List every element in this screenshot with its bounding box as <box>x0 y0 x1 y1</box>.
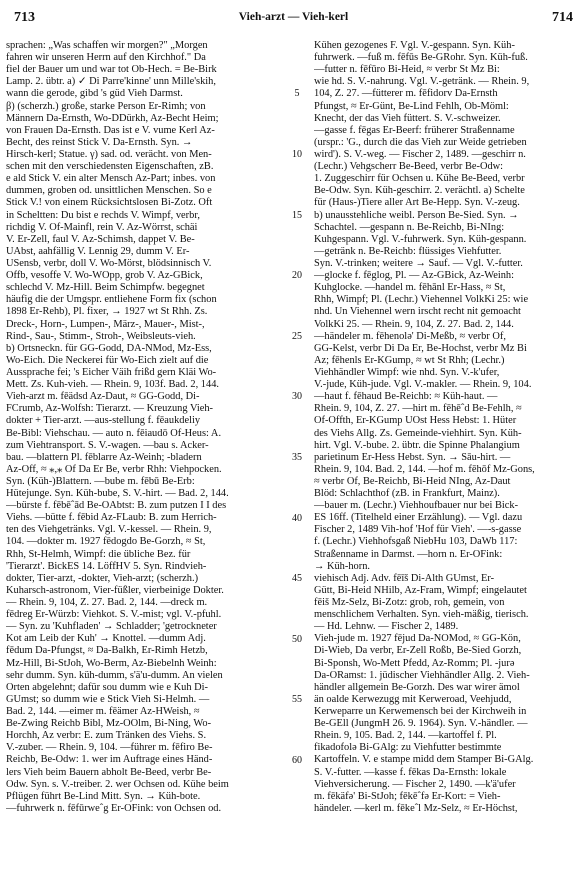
text-line: Lamp. 2. übtr. a) ✓ Di Parre'kinne' unn Mille'skih, <box>6 76 216 88</box>
text-line: b) unausstehliche weibl. Person Be-Sied. Syn. → <box>314 209 519 221</box>
text-line: b) Ortsneckn. für GG-Godd, DA-NMod, Mz-Ess, <box>6 342 212 354</box>
text-line: händler allgemein Be-Gorzh. Des war wirer ämol <box>314 681 520 693</box>
text-line: Az-Off, ≈ ⁎,⁎ Of Da Er Be, verbr Rhh: Viehpocken. <box>6 463 222 475</box>
text-line: wann die gerode, gibd 's güd Vieh Darmst. <box>6 88 183 100</box>
line-number: 50 <box>292 633 302 645</box>
text-line: V. Er-Zell, faul V. Az-Schimsh, dappet V. Be- <box>6 233 195 245</box>
text-line: Di-Wieb, Da verbr, Er-Zell Roßb, Be-Sied Gorzh, <box>314 645 522 657</box>
text-line: Fischer 2, 1489 Vih-hof 'Hof für Vieh'. —-s-gasse <box>314 524 522 536</box>
text-line: —händeler m. fēhenolə' Di-Meßb, ≈ verbr Of, <box>314 330 506 342</box>
text-line: FCrumb, Az-Wolfsh: Tierarzt. — Kreuzung Vieh- <box>6 403 213 415</box>
text-line: S. V.-futter. —kasse f. fēkas Da-Ernsth: lokale <box>314 766 507 778</box>
text-line: e ald Stick V. ein alter Mensch Az-Part; inbes. von <box>6 173 216 185</box>
text-line: Mz-Hill, Bi-StJoh, Wo-Berm, Az-Biebelnh Weinh: <box>6 657 217 669</box>
text-line: Kühen gezogenes F. Vgl. V.-gespann. Syn. Küh- <box>314 40 515 51</box>
text-line: f. (Lechr.) Viehhofsgaß NiebHu 103, DaWb 117: <box>314 536 518 548</box>
line-number: 45 <box>292 573 302 585</box>
text-line: än oalde Kerwezugg mit Kerweroad, Veehjudd, <box>314 693 512 705</box>
text-line: Horchh, Az verbr: E. zum Tränken des Viehs. S. <box>6 730 207 742</box>
text-line: lers Vieh beim Bauern abholt Be-Beed, verbr Be- <box>6 766 212 778</box>
text-line: Knecht, der das Vieh füttert. S. V.-schweizer. <box>314 112 501 124</box>
text-line: wird'). S. V.-weg. — Fischer 2, 1489. —geschirr n. <box>314 148 526 160</box>
text-line: Gütt, Bi-Heid NHilb, Az-Fram, Wimpf; eingelautet <box>314 584 527 596</box>
text-line: ES 16ff. (Titelheld einer Erzählung). — Vgl. dazu <box>314 512 523 524</box>
text-line: UAbst, aahfällig V. Lennig 29, dumm V. Er- <box>6 245 190 257</box>
text-line: ten des Viehgetränks. Vgl. V.-kessel. — Rhein. 9, <box>6 524 212 536</box>
text-line: fēdreg Er-Würzb: Viehkot. S. V.-mist; vgl. V.-pfuhl. <box>6 609 222 621</box>
text-line: menschlichem Verhalten. Syn. vieh-mäßig, tierisch. <box>314 609 529 621</box>
text-line: V.-jude, Küh-jude. Vgl. V.-makler. — Rhein. 9, 104. <box>314 379 532 391</box>
text-line: Be-GEll (JungmH 26. 9. 1964). Syn. V.-händler. — <box>314 718 528 730</box>
text-line: Straßenname in Darmst. —horn n. Er-OFink: <box>314 548 503 560</box>
text-line: viehisch Adj. Adv. fēīš Di-Alth GUmst, Er- <box>314 572 495 584</box>
line-number: 20 <box>292 270 302 282</box>
text-line: Vieh-jude m. 1927 fējud Da-NOMod, ≈ GG-Kön, <box>314 633 521 645</box>
text-line: sprachen: „Was schaffen wir morgen?" „Morgen <box>6 40 208 51</box>
text-line: GG-Kelst, verbr Di Da Er, Be-Hochst, verbr Mz Bi <box>314 342 527 354</box>
text-line: Be-Bibl: Viehschau. — auto n. fēiaudō Of-Heus: A. <box>6 427 222 439</box>
text-line: sehr dumm. Syn. küh-dumm, s'ä'u-dumm. An vielen <box>6 669 223 681</box>
text-line: Stick V.! von einem Rücksichtslosen Bi-Zotz. Oft <box>6 197 213 209</box>
text-line: — Syn. zu 'Kuhfladen' → Schladder; 'getrockneter <box>6 621 217 633</box>
text-line: von Frauen Da-Ernsth. Das ist e V. vume Kerl Az- <box>6 124 215 136</box>
text-line: Orten abgelehnt; dafür sou dumm wie e Kuh Di- <box>6 681 208 693</box>
left-column <box>6 40 278 815</box>
text-line: Kuhglocke. —handel m. fēhānl Er-Hass, ≈ St, <box>314 282 506 294</box>
line-number: 25 <box>292 330 302 342</box>
text-line: Kuharsch-astronom, Vier-füßler, vierbeinige Dokter. <box>6 584 224 596</box>
text-line: —bürste f. fēbēˆād Be-OAbtst: B. zum putzen I I des <box>6 500 227 512</box>
text-line: Pfungst, ≈ Er-Günt, Be-Lind Fehlh, Ob-Möml: <box>314 100 509 112</box>
text-line: (urspr.: 'G., durch die das Vieh zur Weide getrieben <box>314 136 527 148</box>
text-line: Odw. Syn. s. V.-treiber. 2. wer Ochsen od. Kühe beim <box>6 778 229 790</box>
line-number: 60 <box>292 755 302 767</box>
text-line: Of-Offth, Er-KGump UOst Hess Hebst: 1. Hüter <box>314 415 517 427</box>
text-line: Reichb, Be-Odw: 1. wer im Auftrage eines Händ- <box>6 754 213 766</box>
text-line: schen mit den verschiedensten Eigenschaften, zB. <box>6 161 214 173</box>
text-line: —fuhrwerk n. fēfūrweˆg Er-OFink: von Ochsen od. <box>6 802 222 814</box>
text-line: GUmst; so dumm wie e Stick Vieh Si-Helmh. — <box>6 693 210 705</box>
text-line: Rhein. 9, 105. Bad. 2, 144. —kartoffel f. Pl. <box>314 730 497 742</box>
line-number-gutter <box>284 40 310 860</box>
text-line: schlechd V. Mz-Hill. Beim Schimpfw. begegnet <box>6 282 205 294</box>
text-line: Vieh-arzt m. fēädsd Az-Daut, ≈ GG-Godd, Di- <box>6 391 200 403</box>
text-line: 104. —dokter m. 1927 fēdogdo Be-Gorzh, ≈ St, <box>6 536 206 548</box>
text-line: in Scheltten: Du bist e rechds V. Wimpf, verbr, <box>6 209 200 221</box>
text-line: Männern Da-Ernsth, Wo-DDürkh, Az-Becht Heim; <box>6 112 219 124</box>
text-line: β) (scherzh.) große, starke Person Er-Rimh; von <box>6 100 206 112</box>
text-line: Viehhändler Wimpf: wie nhd. Syn. V.-k'ufer, <box>314 366 500 378</box>
text-line: VolkKi 25. — Rhein. 9, 104, Z. 27. Bad. 2, 144. <box>314 318 514 330</box>
text-line: fahren wir unseren Herrn auf den Kirchhof." Da <box>6 52 206 64</box>
text-line: dokter + Tier-arzt. —aus-stellung f. fēaukdeliy <box>6 415 201 427</box>
text-line: Viehs. —bütte f. fēbid Az-FLaub: B. zum Herrich- <box>6 512 217 524</box>
text-line: Viehversicherung. — Fischer 2, 1490. —k'ä'ufer <box>314 778 516 790</box>
text-line: (Lechr.) Vehgscherr Be-Beed, verbr Be-Odw: <box>314 161 504 173</box>
text-line: Bi-Sponsh, Wo-Mett Pfedd, Az-Romm; Pl. -jurə <box>314 657 515 669</box>
page-number-left: 713 <box>14 10 35 25</box>
text-line: Pflügen führt Be-Lind Mitt. Syn. → Küh-bote. <box>6 790 201 802</box>
text-line: Aussprache fei; 's Eicher Väih frißd gern Kläi Wo- <box>6 366 217 378</box>
text-line: Bad. 2, 144. —eimer m. fēämer Az-HWeish, ≈ <box>6 706 200 718</box>
running-title: Vieh-arzt — Vieh-kerl <box>238 11 349 23</box>
line-number: 40 <box>292 512 302 524</box>
text-line: Be-Zwing Reichb Bibl, Mz-OOlm, Bi-Ning, Wo- <box>6 718 212 730</box>
line-number: 30 <box>292 391 302 403</box>
text-line: 'Tierarzt'. BickES 14. LöffHV 5. Syn. Rindvieh- <box>6 560 207 572</box>
text-line: — Rhein. 9, 104, Z. 27. Bad. 2, 144. —dreck m. <box>6 597 208 609</box>
text-line: Schachtel. —gespann n. Be-Reichb, Bi-NIng: <box>314 221 505 233</box>
line-number: 15 <box>292 209 302 221</box>
text-line: —haut f. fēhaud Be-Reichb: ≈ Küh-haut. — <box>314 391 498 403</box>
text-line: dokter, Tier-arzt, -dokter, Vieh-arzt; (scherzh.) <box>6 572 199 584</box>
text-line: 104, Z. 27. —fütterer m. fēfidorv Da-Ernsth <box>314 88 498 100</box>
text-line: zum Viehtransport. S. V.-wagen. —bau s. Acker- <box>6 439 209 451</box>
text-line: fuhrwerk. —fuß m. fēfūs Be-GRohr. Syn. Küh-fuß. <box>314 52 528 64</box>
text-line: Kot am Leib der Kuh' → Knottel. —dumm Adj. <box>6 633 206 645</box>
line-number: 5 <box>294 88 300 100</box>
text-line: Kerweparre un Kerwemensch bei der Kirchweih in <box>314 706 527 718</box>
text-line: für (Haus-)Tiere aller Art Be-Hepp. Syn. V.-zeug. <box>314 197 520 209</box>
text-line: wie hd. S. V.-nahrung. Vgl. V.-getränk. — Rhein. 9, <box>314 76 530 88</box>
text-line: Syn. (Küh-)Blattern. —bube m. fēbū Be-Erb: <box>6 475 195 487</box>
text-line: des Viehs Allg. Zs. Gemeinde-viehhirt. Syn. Küh- <box>314 427 522 439</box>
text-line: Wo-Eich. Die Neckerei für Wo-Eich zielt auf die <box>6 354 209 366</box>
text-line: Offb, vesoffe V. Wo-WOpp, grob V. Az-GBick, <box>6 270 203 282</box>
text-line: → Küh-horn. <box>314 560 370 572</box>
text-line: fikadofolə Bi-GAlg: zu Viehfutter bestimmte <box>314 742 502 754</box>
text-line: —glocke f. fēglog, Pl. — Az-GBick, Az-Weinh: <box>314 270 515 282</box>
text-line: fēdum Da-Pfungst, ≈ Da-Balkh, Er-Rimh Hetzb, <box>6 645 208 657</box>
text-line: Hirsch-kerl; Statue. γ) sad. od. verächt. von Men- <box>6 148 212 160</box>
line-number: 10 <box>292 149 302 161</box>
text-line: richdig V. Of-Mainfl, rein V. Az-Wörrst, schäi <box>6 221 198 233</box>
text-line: Be-Odw. Syn. Küh-geschirr. 2. verächtl. a) Schelte <box>314 185 525 197</box>
text-line: hirt. Vgl. V.-bube. 2. übtr. die Spinne Phalangium <box>314 439 520 451</box>
text-line: häufig die der Umgspr. entliehene Form fix (schon <box>6 294 217 306</box>
text-line: 1898 Er-Rehb), Pl. fixer, → 1927 wt St Rhh. Zs. <box>6 306 208 318</box>
text-line: fēiš Mz-Selz, Bi-Zotz: grob, roh, gemein, von <box>314 597 505 609</box>
text-line: Hütejunge. Syn. Küh-bube, S. V.-hirt. — Bad. 2, 144. <box>6 488 229 500</box>
text-line: — Hd. Lehnw. — Fischer 2, 1489. <box>314 621 459 633</box>
page-header <box>14 6 573 28</box>
text-line: parietinum Er-Hess Hebst. Syn. → Sāu-hirt. — <box>314 451 511 463</box>
text-line: Rhein. 9, 104. Bad. 2, 144. —hof m. fēhōf Mz-Gons, <box>314 463 535 475</box>
text-line: Blöd: Schlachthof (zB. in Frankfurt, Mainz). <box>314 488 500 500</box>
text-line: fiel der Bauer um und war tot Ob-Hech. = Be-Birk <box>6 64 217 76</box>
text-line: Rhein. 9, 104, Z. 27. —hirt m. fēhēˆd Be-Fehlh, ≈ <box>314 403 522 415</box>
text-line: —bauer m. (Lechr.) Viehhoufbauer nur bei Bick- <box>314 500 519 512</box>
text-line: Rhh, Wimpf; Pl. (Lechr.) Viehennel VolkKi 25: wie <box>314 294 529 306</box>
text-line: dummen, groben od. unsittlichen Menschen. So e <box>6 185 212 197</box>
text-line: —getränk n. Be-Reichb: flüssiges Viehfutter. <box>314 245 502 257</box>
text-line: Rhh, St-Helmh, Wimpf: die übliche Bez. für <box>6 548 191 560</box>
text-line: USensb, verbr, doll V. Wo-Mörst, blödsinnisch V. <box>6 257 212 269</box>
page-number-right: 714 <box>552 10 573 25</box>
text-line: Kartoffeln. V. e stampe midd dem Stamper Bi-GAlg. <box>314 754 534 766</box>
text-line: —futter n. fēfūro Bi-Heid, ≈ verbr St Mz Bi: <box>314 64 500 76</box>
text-line: —gasse f. fēgas Er-Beerf: früherer Straßenname <box>314 124 515 136</box>
text-line: Dreck-, Horn-, Lumpen-, März-, Mauer-, Mist-, <box>6 318 205 330</box>
text-line: V.-zuber. — Rhein. 9, 104. —führer m. fēfiro Be- <box>6 742 213 754</box>
line-number: 35 <box>292 452 302 464</box>
text-line: Syn. V.-trinken; weitere → Sauf. — Vgl. V.-futter. <box>314 257 523 269</box>
text-line: bau. —blattern Pl. fēblarre Az-Weinh; -bladern <box>6 451 202 463</box>
text-line: Kuhgespann. Vgl. V.-fuhrwerk. Syn. Küh-gespann. <box>314 233 527 245</box>
text-line: Az; fēhenls Er-KGump, ≈ wt St Rhh; (Lechr.) <box>314 354 505 366</box>
text-line: Mett. Zs. Kuh-vieh. — Rhein. 9, 103f. Bad. 2, 144. <box>6 379 219 391</box>
text-line: Da-ORamst: 1. jüdischer Viehhändler Allg. 2. Vieh- <box>314 669 530 681</box>
text-line: Rind-, Sau-, Stimm-, Stroh-, Weibsleuts-vieh. <box>6 330 196 342</box>
text-line: ≈ verbr Of, Be-Reichb, Bi-Heid NIng, Az-Daut <box>314 475 511 487</box>
right-column <box>314 40 586 815</box>
text-line: m. fēkäfə' Bi-StJoh; fēkēˆfə Er-Kort: = Vieh- <box>314 790 501 802</box>
text-line: Becht, des reinst Stick V. Da-Ernsth. Syn. → <box>6 136 193 148</box>
text-line: nhd. Un Viehennel wern irscht recht nit gemoacht <box>314 306 521 318</box>
text-line: händeler. —kerl m. fēkeˆl Mz-Selz, ≈ Er-Höchst, <box>314 802 518 814</box>
text-line: 1. Zuggeschirr für Ochsen u. Kühe Be-Beed, verbr <box>314 173 525 185</box>
line-number: 55 <box>292 694 302 706</box>
